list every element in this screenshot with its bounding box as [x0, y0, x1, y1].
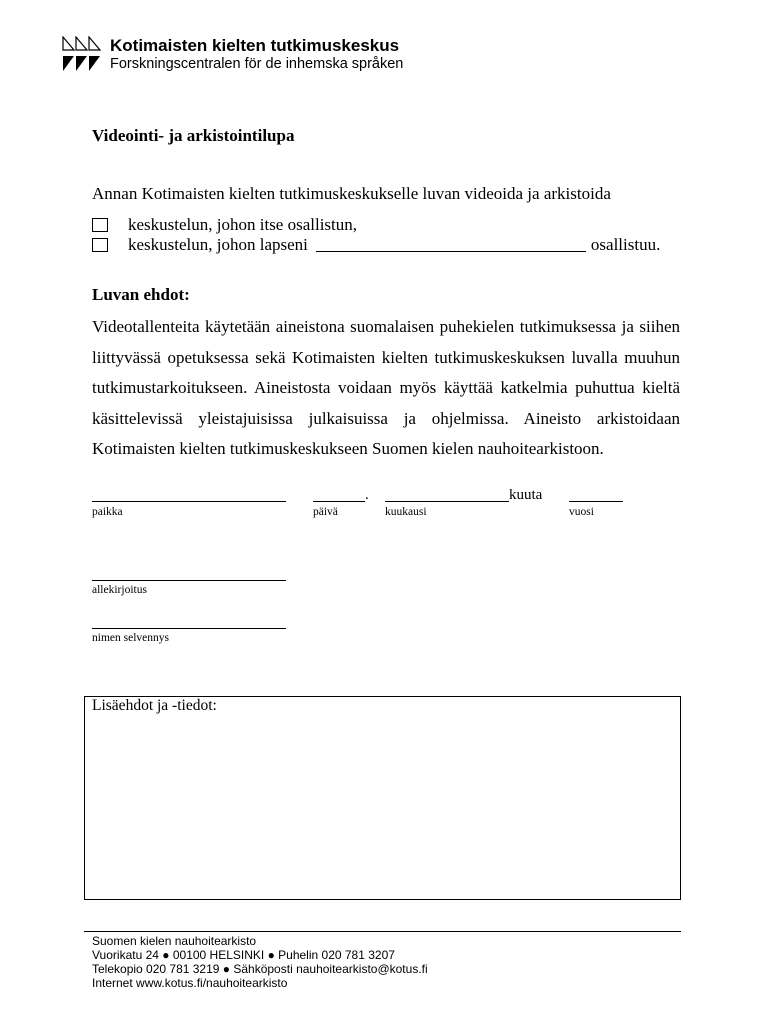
- kotus-logo-icon: [62, 36, 102, 72]
- child-name-field[interactable]: [316, 239, 586, 252]
- org-name-fi: Kotimaisten kielten tutkimuskeskus: [110, 36, 400, 55]
- document-title: Videointi- ja arkistointilupa: [92, 126, 295, 145]
- name-clarification-label: nimen selvennys: [92, 632, 169, 644]
- option-child-label-after: osallistuu.: [590, 235, 661, 254]
- option-child: [92, 235, 660, 255]
- footer-address: Vuorikatu 24 ● 00100 HELSINKI ● Puhelin 020 781 3207: [92, 948, 395, 962]
- footer-divider: [84, 931, 681, 932]
- place-label: paikka: [92, 506, 123, 518]
- org-name-sv: Forskningscentralen för de inhemska språken: [110, 56, 404, 72]
- conditions-text: Videotallenteita käytetään aineistona suomalaisen puhekielen tutkimuksessa ja siihen liittyvässä opetuksessa sekä Kotimaisten kielten tutkimuskeskuksen luvalla muuhun tutkimustarkoitukseen. Aineistosta voidaan myös käyttää katkelmia puhuttua kieltä käsittelevissä yleistajuisissa julkaisuissa ja ohjelmissa. Aineisto arkistoidaan Kotimaisten kielten tutkimuskeskukseen Suomen kielen nauhoitearkistoon.: [92, 317, 680, 459]
- month-label: kuukausi: [385, 506, 427, 518]
- checkbox-child[interactable]: [92, 238, 108, 252]
- place-field[interactable]: [92, 501, 286, 502]
- footer-website: Internet www.kotus.fi/nauhoitearkisto: [92, 976, 288, 990]
- option-child-label-before: keskustelun, johon lapseni: [128, 235, 308, 254]
- additional-info-box[interactable]: [84, 696, 681, 900]
- date-separator: .: [365, 487, 369, 503]
- day-label: päivä: [313, 506, 338, 518]
- footer-org: Suomen kielen nauhoitearkisto: [92, 934, 257, 948]
- month-suffix: kuuta: [509, 487, 543, 503]
- signature-label: allekirjoitus: [92, 584, 147, 596]
- month-field[interactable]: [385, 501, 509, 502]
- additional-info-label: Lisäehdot ja -tiedot:: [92, 697, 217, 714]
- intro-text: Annan Kotimaisten kielten tutkimuskeskukselle luvan videoida ja arkistoida: [92, 184, 611, 203]
- year-label: vuosi: [569, 506, 594, 518]
- name-clarification-field[interactable]: [92, 628, 286, 629]
- footer-fax-email: Telekopio 020 781 3219 ● Sähköposti nauhoitearkisto@kotus.fi: [92, 962, 428, 976]
- option-self-label: keskustelun, johon itse osallistun,: [128, 215, 358, 234]
- checkbox-self[interactable]: [92, 218, 108, 232]
- conditions-title: Luvan ehdot:: [92, 285, 190, 304]
- signature-field[interactable]: [92, 580, 286, 581]
- day-field[interactable]: [313, 501, 365, 502]
- option-self: [92, 215, 357, 235]
- year-field[interactable]: [569, 501, 623, 502]
